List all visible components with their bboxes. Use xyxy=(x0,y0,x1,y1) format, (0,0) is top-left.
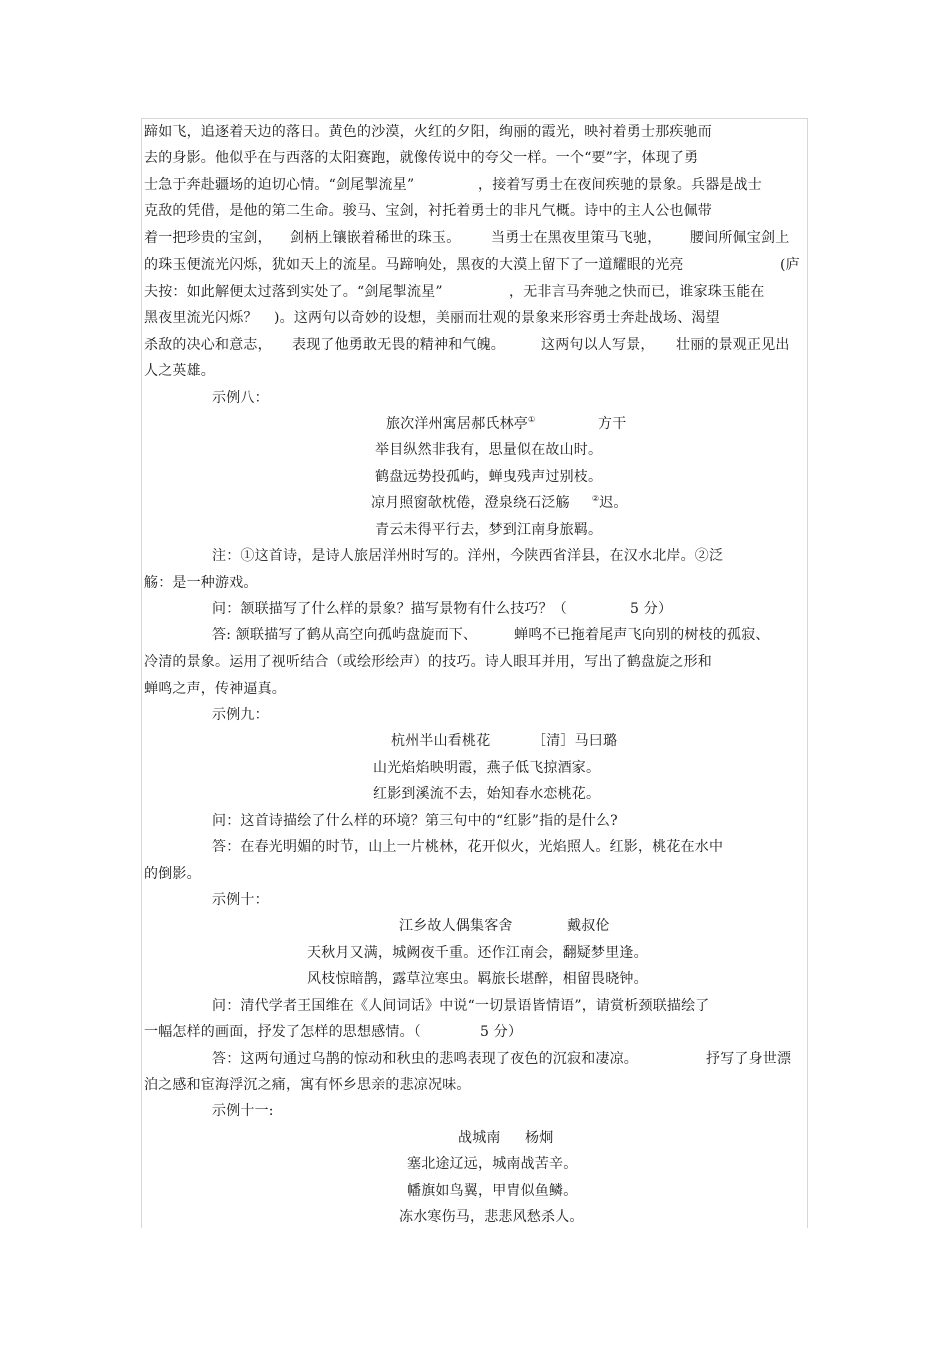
question-line: 5 分） xyxy=(480,1024,523,1040)
poem-verse: 红影到溪流不去，始知春水恋桃花。 xyxy=(373,786,601,802)
text-line: (庐 xyxy=(780,257,800,273)
answer-line: 答：这两句通过乌鹊的惊动和秋虫的悲鸣表现了夜色的沉寂和凄凉。 xyxy=(212,1051,638,1067)
text-line: 去的身影。他似乎在与西落的太阳赛跑，就像传说中的夸父一样。一个“要”字，体现了勇 xyxy=(144,150,699,166)
poem-title: 江乡故人偶集客舍 xyxy=(399,918,513,934)
poem-title: 战城南 xyxy=(458,1130,501,1146)
note-line: 注：①这首诗，是诗人旅居洋州时写的。洋州，今陕西省洋县，在汉水北岸。②泛 xyxy=(212,548,724,564)
answer-line: 答：在春光明媚的时节，山上一片桃林，花开似火，光焰照人。红影，桃花在水中 xyxy=(212,839,724,855)
poem-verse: 青云未得平行去，梦到江南身旅羁。 xyxy=(375,522,603,538)
text-line: 的珠玉便流光闪烁，犹如天上的流星。马蹄响处，黑夜的大漠上留下了一道耀眼的光亮 xyxy=(144,257,684,273)
question-line: 问：清代学者王国维在《人间词话》中说“一切景语皆情语”，请赏析颈联描绘了 xyxy=(212,998,710,1014)
answer-line: 答: 颔联描写了鹤从高空向孤屿盘旋而下、 xyxy=(212,627,478,643)
text-line: 着一把珍贵的宝剑， xyxy=(144,230,272,246)
poem-verse: 山光焰焰映明霞，燕子低飞掠酒家。 xyxy=(373,760,601,776)
poem-verse: 举目纵然非我有，思量似在故山时。 xyxy=(375,442,603,458)
page-border-top xyxy=(141,118,808,119)
text-line: 夫按：如此解便太过落到实处了。“剑尾掣流星” xyxy=(144,284,443,300)
poem-verse: 冻水寒伤马，悲悲风愁杀人。 xyxy=(399,1209,584,1225)
question-line: 问：颔联描写了什么样的景象？描写景物有什么技巧？（ xyxy=(212,601,567,617)
question-line: 一幅怎样的画面，抒发了怎样的思想感情。（ xyxy=(144,1024,421,1040)
poem-verse: 塞北途辽远，城南战苦辛。 xyxy=(407,1156,578,1172)
text-line: 腰间所佩宝剑上 xyxy=(690,230,790,246)
poem-verse: 鹤盘远势投孤屿，蝉曳残声过别枝。 xyxy=(375,469,603,485)
poem-verse: 幡旗如鸟翼，甲胄似鱼鳞。 xyxy=(407,1183,578,1199)
text-line: ，接着写勇士在夜间疾驰的景象。兵器是战士 xyxy=(478,177,762,193)
footnote-marker: ② xyxy=(591,494,600,503)
note-line: 觞：是一种游戏。 xyxy=(144,575,258,591)
answer-line: 泊之感和宦海浮沉之痛，寓有怀乡思亲的悲凉况味。 xyxy=(144,1077,471,1093)
example-heading: 示例十一: xyxy=(212,1103,274,1119)
poem-author: 杨炯 xyxy=(525,1130,554,1146)
answer-line: 的倒影。 xyxy=(144,866,201,882)
text-line: )。这两句以奇妙的设想，美丽而壮观的景象来形容勇士奔赴战场、渴望 xyxy=(274,310,720,326)
text-line: 当勇士在黑夜里策马飞驰， xyxy=(491,230,662,246)
answer-line: 抒写了身世漂 xyxy=(706,1051,792,1067)
text-line: 人之英雄。 xyxy=(144,363,215,379)
poem-title: 旅次洋州寓居郝氏林亭① xyxy=(386,415,536,432)
question-line: 问：这首诗描绘了什么样的环境？第三句中的“红影”指的是什么? xyxy=(212,813,618,829)
text-line: ，无非言马奔驰之快而已，谁家珠玉能在 xyxy=(509,284,765,300)
poem-title: 杭州半山看桃花 xyxy=(391,733,491,749)
text-line: 表现了他勇敢无畏的精神和气魄。 xyxy=(292,337,505,353)
answer-line: 蝉鸣之声，传神逼真。 xyxy=(144,681,286,697)
footnote-marker: ① xyxy=(528,415,536,424)
question-line: 5 分） xyxy=(630,601,673,617)
example-heading: 示例九： xyxy=(212,707,269,723)
page-border-left xyxy=(141,118,142,1228)
text-line: 士急于奔赴疆场的迫切心情。“剑尾掣流星” xyxy=(144,177,415,193)
poem-verse: 凉月照窗欹枕倦，澄泉绕石泛觞 ②迟。 xyxy=(371,494,628,511)
text-line: 壮丽的景观正见出 xyxy=(676,337,790,353)
poem-author: ［清］马曰璐 xyxy=(532,733,618,749)
answer-line: 蝉鸣不已拖着尾声飞向别的树枝的孤寂、 xyxy=(514,627,770,643)
text-line: 杀敌的决心和意志， xyxy=(144,337,272,353)
text-line: 克敌的凭借，是他的第二生命。骏马、宝剑，衬托着勇士的非凡气概。诗中的主人公也佩带 xyxy=(144,203,712,219)
page-border-right xyxy=(807,118,808,1228)
text-line: 蹄如飞，追逐着天边的落日。黄色的沙漠，火红的夕阳，绚丽的霞光，映衬着勇士那疾驰而 xyxy=(144,124,712,140)
answer-line: 冷清的景象。运用了视听结合（或绘形绘声）的技巧。诗人眼耳并用，写出了鹤盘旋之形和 xyxy=(144,654,712,670)
example-heading: 示例十： xyxy=(212,892,269,908)
poem-verse: 天秋月又满，城阙夜千重。还作江南会，翻疑梦里逢。 xyxy=(307,945,648,961)
text-line: 剑柄上镶嵌着稀世的珠玉。 xyxy=(290,230,461,246)
poem-author: 戴叔伦 xyxy=(567,918,610,934)
poem-verse: 风枝惊暗鹊，露草泣寒虫。羁旅长堪醉，相留畏晓钟。 xyxy=(307,971,648,987)
poem-author: 方干 xyxy=(598,416,627,432)
text-line: 这两句以人写景， xyxy=(541,337,655,353)
text-line: 黑夜里流光闪烁？ xyxy=(144,310,258,326)
example-heading: 示例八： xyxy=(212,390,269,406)
